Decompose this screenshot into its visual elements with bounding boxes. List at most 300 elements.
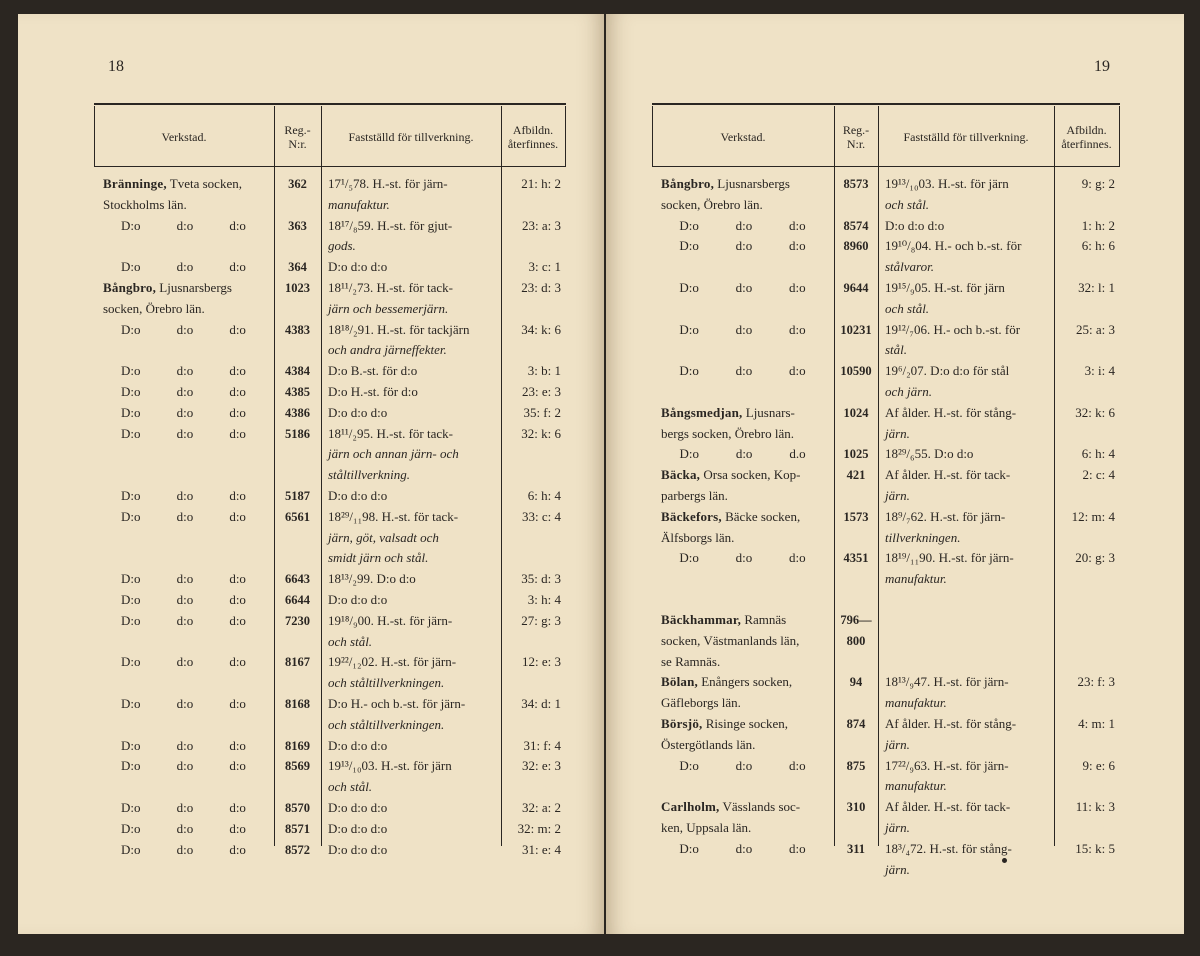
fixed-for-cell (878, 672, 1054, 714)
fixed-for-cell (878, 444, 1054, 465)
ditto-word: d:o (229, 695, 246, 711)
table-row (652, 548, 1120, 590)
ditto-word: d:o (229, 487, 246, 503)
fixed-for-cell (321, 320, 501, 362)
fixed-for-cell (321, 840, 501, 861)
reg-number: 8571 (285, 821, 310, 836)
ditto-word: d:o (735, 840, 753, 856)
fixed-for-line: Af ålder. H.-st. för stång- (885, 404, 1017, 420)
image-ref: 11: k: 3 (1075, 799, 1115, 815)
fixed-for-line: 18¹⁹/₁₁90. H.-st. för järn- (885, 550, 1014, 566)
register-table-right (652, 88, 1120, 877)
fixed-for-cell (878, 403, 1054, 445)
image-ref: 4: m: 1 (1078, 715, 1115, 731)
header-fixed: Fastställd för tillverkning. (903, 130, 1029, 144)
fixed-for-line: manufaktur. (885, 695, 947, 711)
fixed-for-line: Af ålder. H.-st. för tack- (885, 467, 1011, 483)
ditto-word: d:o (789, 550, 806, 566)
table-row (94, 756, 566, 798)
ditto-word: d:o (789, 279, 806, 295)
image-ref: 9: g: 2 (1081, 176, 1115, 191)
ditto-word: d:o (176, 612, 194, 628)
image-ref-cell (1054, 507, 1120, 549)
image-ref-cell (501, 320, 566, 362)
fixed-for-line: och ståltillverkningen. (328, 716, 445, 732)
fixed-for-line: tillverkningen. (885, 529, 961, 545)
workshop-location-line: Östergötlands län. (661, 736, 756, 752)
table-row (652, 444, 1120, 465)
fixed-for-line: 18¹⁷/₈59. H.-st. för gjut- (328, 217, 453, 233)
fixed-for-line: och stål. (885, 300, 930, 316)
workshop-name-line (661, 714, 828, 735)
header-image-line2: återfinnes. (507, 137, 559, 151)
ditto-marks (661, 216, 828, 237)
workshop-name-line (661, 465, 828, 486)
workshop-cell (94, 798, 274, 819)
image-ref: 12: m: 4 (1071, 508, 1115, 524)
fixed-for-cell (878, 756, 1054, 798)
reg-number-cell (834, 278, 878, 320)
reg-number-cell (834, 714, 878, 756)
image-ref: 15: k: 5 (1075, 840, 1115, 856)
workshop-name: Carlholm, (661, 799, 720, 815)
reg-number: 8574 (843, 218, 869, 233)
table-row (652, 465, 1120, 507)
image-ref: 6: h: 6 (1081, 238, 1115, 254)
workshop-cell (652, 548, 834, 590)
ditto-word: d:o (176, 841, 194, 857)
ditto-word: d:o (176, 259, 194, 275)
ditto-word: d:o (229, 612, 246, 628)
workshop-name: Bångbro, (661, 176, 715, 191)
reg-number: 874 (846, 716, 866, 731)
table-row (94, 403, 566, 424)
ditto-marks (103, 611, 268, 632)
fixed-for-line: och järn. (885, 383, 932, 399)
table-body-left (94, 174, 566, 860)
fixed-for-line: D:o H.- och b.-st. för järn- (328, 695, 466, 711)
fixed-for-line: och ståltillverkningen. (328, 675, 445, 691)
fixed-for-cell (878, 610, 1054, 672)
ditto-word: D:o (121, 383, 141, 399)
table-row (652, 320, 1120, 362)
fixed-for-line: 19¹³/₁₀03. H.-st. för järn (328, 758, 452, 774)
ditto-marks (103, 652, 268, 673)
image-ref-cell (501, 590, 566, 611)
workshop-name-line (661, 672, 828, 693)
reg-number-cell (274, 507, 321, 569)
ditto-word: d:o (176, 820, 194, 836)
header-image-line1: Afbildn. (512, 123, 554, 137)
image-ref-cell (1054, 361, 1120, 403)
workshop-cell (652, 672, 834, 714)
table-top-rule (652, 103, 1120, 105)
ditto-word: d:o (789, 217, 806, 233)
fixed-for-line: 18³/₄72. H.-st. för stång- (885, 840, 1012, 856)
table-row (652, 216, 1120, 237)
reg-number-cell (834, 756, 878, 798)
header-reg-line1: Reg.- (284, 123, 311, 137)
fixed-for-cell (321, 257, 501, 278)
fixed-for-cell (321, 361, 501, 382)
fixed-for-line: 19¹⁰/₈04. H.- och b.-st. för (885, 238, 1022, 254)
ditto-marks (661, 361, 828, 382)
ditto-word: D:o (121, 591, 141, 607)
reg-number: 4383 (285, 322, 310, 337)
ditto-word: d:o (735, 321, 753, 337)
workshop-location-line: Gäfleborgs län. (661, 695, 741, 711)
image-ref-cell (1054, 465, 1120, 507)
image-ref: 33: c: 4 (522, 508, 561, 524)
reg-number: 4351 (843, 551, 869, 566)
reg-number-cell (274, 590, 321, 611)
fixed-for-line: och stål. (885, 196, 930, 212)
workshop-cell (652, 403, 834, 445)
workshop-cell (94, 382, 274, 403)
ditto-word: d:o (789, 321, 806, 337)
ditto-word: D:o (121, 820, 141, 836)
ditto-word: D:o (121, 425, 141, 441)
ditto-word: d:o (789, 363, 806, 379)
workshop-cell (94, 424, 274, 486)
ditto-word: D:o (121, 508, 141, 524)
workshop-location-line: socken, Örebro län. (661, 196, 763, 212)
reg-number: 10590 (840, 364, 872, 379)
table-row (94, 361, 566, 382)
reg-number-cell (274, 382, 321, 403)
workshop-location-line: Stockholms län. (103, 196, 187, 212)
table-row (94, 569, 566, 590)
fixed-for-cell (321, 278, 501, 320)
ditto-marks (661, 320, 828, 341)
image-ref-cell (501, 569, 566, 590)
workshop-cell (652, 714, 834, 756)
left-page (18, 14, 604, 934)
reg-number: 10231 (840, 322, 872, 337)
reg-number-cell (274, 424, 321, 486)
table-row (94, 507, 566, 569)
ditto-word: d:o (176, 363, 194, 379)
workshop-name-line (661, 507, 828, 528)
reg-number: 1025 (843, 447, 869, 462)
workshop-location-line: bergs socken, Örebro län. (661, 425, 794, 441)
ditto-word: D:o (679, 279, 699, 295)
fixed-for-line: 17¹/₅78. H.-st. för järn- (328, 176, 448, 191)
image-ref-cell (1054, 714, 1120, 756)
workshop-cell (94, 611, 274, 653)
image-ref-cell (501, 798, 566, 819)
reg-number: 6644 (285, 592, 310, 607)
reg-number: 8169 (285, 738, 310, 753)
reg-number: 8572 (285, 842, 310, 857)
fixed-for-line: och andra järneffekter. (328, 342, 447, 358)
fixed-for-line: 17²²/₉63. H.-st. för järn- (885, 757, 1009, 773)
fixed-for-cell (321, 590, 501, 611)
ditto-word: d:o (735, 363, 753, 379)
ditto-word: d:o (735, 757, 753, 773)
ditto-marks (103, 382, 268, 403)
fixed-for-cell (878, 839, 1054, 881)
table-row (94, 320, 566, 362)
fixed-for-line: D:o H.-st. för d:o (328, 383, 418, 399)
fixed-for-line: järn. (885, 819, 910, 835)
ditto-word: d:o (229, 425, 246, 441)
reg-number: 8573 (843, 177, 869, 191)
reg-number-cell (274, 694, 321, 736)
ditto-word: d:o (229, 654, 246, 670)
fixed-for-cell (878, 174, 1054, 216)
ditto-word: d:o (229, 799, 246, 815)
fixed-for-line: järn och bessemerjärn. (328, 300, 449, 316)
image-ref-cell (501, 611, 566, 653)
image-ref: 32: a: 2 (522, 799, 561, 815)
fixed-for-line: Af ålder. H.-st. för stång- (885, 715, 1017, 731)
fixed-for-line: 19¹⁸/₉00. H.-st. för järn- (328, 612, 453, 628)
image-ref: 25: a: 3 (1076, 321, 1115, 337)
fixed-for-cell (321, 756, 501, 798)
workshop-cell (94, 652, 274, 694)
ditto-marks (661, 839, 828, 860)
reg-number: 6561 (285, 509, 310, 524)
reg-number-cell (834, 236, 878, 278)
image-ref: 6: h: 4 (1081, 446, 1115, 462)
reg-number: 8168 (285, 696, 310, 711)
fixed-for-cell (878, 465, 1054, 507)
reg-number-cell (834, 361, 878, 403)
fixed-for-cell (321, 736, 501, 757)
table-row (652, 714, 1120, 756)
ditto-marks (661, 236, 828, 257)
ditto-marks (103, 736, 268, 757)
workshop-name-line (661, 797, 828, 818)
image-ref-cell (501, 403, 566, 424)
ditto-word: d:o (176, 383, 194, 399)
ditto-marks (103, 507, 268, 528)
fixed-for-line: D:o d:o d:o (328, 820, 388, 836)
fixed-for-line: manufaktur. (885, 778, 947, 794)
fixed-for-line: D:o d:o d:o (328, 404, 388, 420)
fixed-for-line: D:o d:o d:o (885, 217, 945, 233)
ditto-marks (103, 819, 268, 840)
ditto-word: d:o (176, 217, 194, 233)
image-ref-cell (1054, 174, 1120, 216)
ditto-word: D:o (121, 571, 141, 587)
image-ref: 32: m: 2 (517, 820, 561, 836)
ditto-word: D:o (679, 217, 699, 233)
fixed-for-line: stål. (885, 342, 908, 358)
ditto-word: d:o (176, 737, 194, 753)
workshop-cell (94, 819, 274, 840)
fixed-for-line: smidt järn och stål. (328, 550, 429, 566)
ditto-word: D:o (121, 363, 141, 379)
workshop-location-line: socken, Västmanlands län, (661, 632, 800, 648)
image-ref: 3: i: 4 (1084, 363, 1115, 379)
fixed-for-line: ståltillverkning. (328, 467, 410, 483)
fixed-for-cell (321, 403, 501, 424)
workshop-cell (652, 174, 834, 216)
reg-number: 5186 (285, 426, 310, 441)
image-ref: 35: d: 3 (521, 571, 561, 587)
workshop-cell (652, 444, 834, 465)
ditto-word: d:o (229, 508, 246, 524)
fixed-for-line: gods. (328, 238, 356, 254)
workshop-name: Bölan, (661, 674, 698, 690)
image-ref-cell (1054, 320, 1120, 362)
fixed-for-cell (878, 236, 1054, 278)
workshop-cell (94, 736, 274, 757)
ditto-word: d:o (229, 591, 246, 607)
table-row (94, 486, 566, 507)
workshop-name: Bäcka, (661, 467, 701, 483)
table-row (94, 278, 566, 320)
reg-number-cell (834, 216, 878, 237)
image-ref: 23: a: 3 (522, 217, 561, 233)
image-ref: 3: c: 1 (528, 259, 561, 275)
ditto-word: d:o (789, 757, 806, 773)
reg-number-cell (834, 465, 878, 507)
reg-number: 4386 (285, 405, 310, 420)
fixed-for-line: 18²⁹/₆55. D:o d:o (885, 446, 974, 462)
workshop-location: Ljusnarsbergs (714, 176, 790, 191)
fixed-for-line: 18¹³/₂99. D:o d:o (328, 571, 416, 587)
fixed-for-line: järn och annan järn- och (328, 446, 459, 462)
fixed-for-cell (878, 507, 1054, 549)
ditto-word: d:o (229, 737, 246, 753)
fixed-for-line: järn. (885, 736, 910, 752)
workshop-location: Bäcke socken, (721, 508, 801, 524)
register-table-left (94, 88, 566, 857)
image-ref-cell (1054, 756, 1120, 798)
ditto-word: D:o (121, 612, 141, 628)
fixed-for-line: 19¹³/₁₀03. H.-st. för järn (885, 176, 1009, 191)
ditto-word: d:o (229, 363, 246, 379)
reg-number: 94 (849, 675, 863, 690)
fixed-for-line: manufaktur. (328, 196, 390, 212)
table-row (652, 672, 1120, 714)
reg-number: 8569 (285, 759, 310, 774)
reg-number-cell (274, 798, 321, 819)
fixed-for-line: 18¹⁸/₂91. H.-st. för tackjärn (328, 321, 470, 337)
image-ref-cell (1054, 278, 1120, 320)
fixed-for-cell (321, 694, 501, 736)
image-ref-cell (501, 382, 566, 403)
ditto-word: d:o (735, 446, 753, 462)
image-ref: 21: h: 2 (521, 176, 561, 191)
fixed-for-cell (878, 361, 1054, 403)
fixed-for-line: 18⁹/₇62. H.-st. för järn- (885, 508, 1006, 524)
ditto-word: D:o (679, 550, 699, 566)
image-ref-cell (501, 216, 566, 258)
ditto-word: d:o (789, 238, 806, 254)
ditto-marks (103, 257, 268, 278)
workshop-cell (652, 361, 834, 403)
table-row (652, 507, 1120, 549)
workshop-cell (94, 257, 274, 278)
workshop-name-line (103, 174, 268, 195)
ditto-marks (661, 548, 828, 569)
image-ref: 23: f: 3 (1077, 674, 1115, 690)
table-row (94, 174, 566, 216)
image-ref: 23: d: 3 (521, 279, 561, 295)
reg-number-cell (834, 548, 878, 590)
reg-number-cell (274, 174, 321, 216)
reg-number: 7230 (285, 613, 310, 628)
image-ref: 35: f: 2 (523, 404, 561, 420)
workshop-name-line (661, 610, 828, 631)
ditto-word: d:o (176, 654, 194, 670)
workshop-cell (94, 361, 274, 382)
workshop-cell (652, 507, 834, 549)
table-row (94, 257, 566, 278)
fixed-for-cell (878, 216, 1054, 237)
fixed-for-line: D:o d:o d:o (328, 737, 388, 753)
table-row (94, 652, 566, 694)
image-ref-cell (1054, 839, 1120, 881)
fixed-for-line: Af ålder. H.-st. för tack- (885, 799, 1011, 815)
reg-number-cell (834, 320, 878, 362)
workshop-location-line: ken, Uppsala län. (661, 819, 752, 835)
image-ref: 32: k: 6 (1075, 404, 1115, 420)
reg-number: 362 (288, 177, 307, 191)
ditto-marks (103, 569, 268, 590)
fixed-for-line: 19⁶/₂07. D:o d:o för stål (885, 363, 1010, 379)
reg-number: 310 (846, 800, 866, 815)
reg-number: 796— (840, 612, 872, 627)
fixed-for-line: 19²²/₁₂02. H.-st. för järn- (328, 654, 457, 670)
table-row (94, 736, 566, 757)
reg-number-cell (834, 672, 878, 714)
workshop-cell (94, 403, 274, 424)
header-reg-line2: N:r. (288, 137, 307, 151)
image-ref: 12: e: 3 (522, 654, 561, 670)
image-ref-cell (1054, 403, 1120, 445)
reg-number: 4385 (285, 384, 310, 399)
table-row (94, 424, 566, 486)
table-row (94, 694, 566, 736)
fixed-for-cell (878, 797, 1054, 839)
workshop-name: Bångbro, (103, 279, 157, 295)
workshop-location: Risinge socken, (702, 715, 789, 731)
fixed-for-line: 18¹¹/₂95. H.-st. för tack- (328, 425, 453, 441)
image-ref-cell (1054, 216, 1120, 237)
ditto-word: D:o (121, 841, 141, 857)
ditto-word: d:o (176, 404, 194, 420)
workshop-reference-line: se Ramnäs. (661, 653, 721, 669)
workshop-name: Bäckefors, (661, 508, 722, 524)
page-number-right: 19 (1094, 58, 1110, 75)
workshop-name-line (661, 403, 828, 424)
image-ref-cell (501, 174, 566, 216)
header-reg (834, 108, 878, 166)
reg-number-cell (274, 840, 321, 861)
table-row (652, 174, 1120, 216)
reg-number: 1024 (843, 405, 869, 420)
fixed-for-line: D:o d:o d:o (328, 487, 388, 503)
reg-number: 363 (288, 218, 307, 233)
table-top-rule (94, 103, 566, 105)
image-ref-cell (501, 507, 566, 569)
table-row (652, 839, 1120, 881)
reg-number-cell (274, 611, 321, 653)
workshop-cell (652, 756, 834, 798)
image-ref-cell (501, 424, 566, 486)
fixed-for-line: och stål. (328, 779, 373, 795)
reg-number: 4384 (285, 364, 310, 379)
ditto-word: d:o (735, 550, 753, 566)
workshop-cell (94, 278, 274, 320)
fixed-for-line: D:o d:o d:o (328, 259, 388, 275)
image-ref: 9: e: 6 (1082, 757, 1115, 773)
